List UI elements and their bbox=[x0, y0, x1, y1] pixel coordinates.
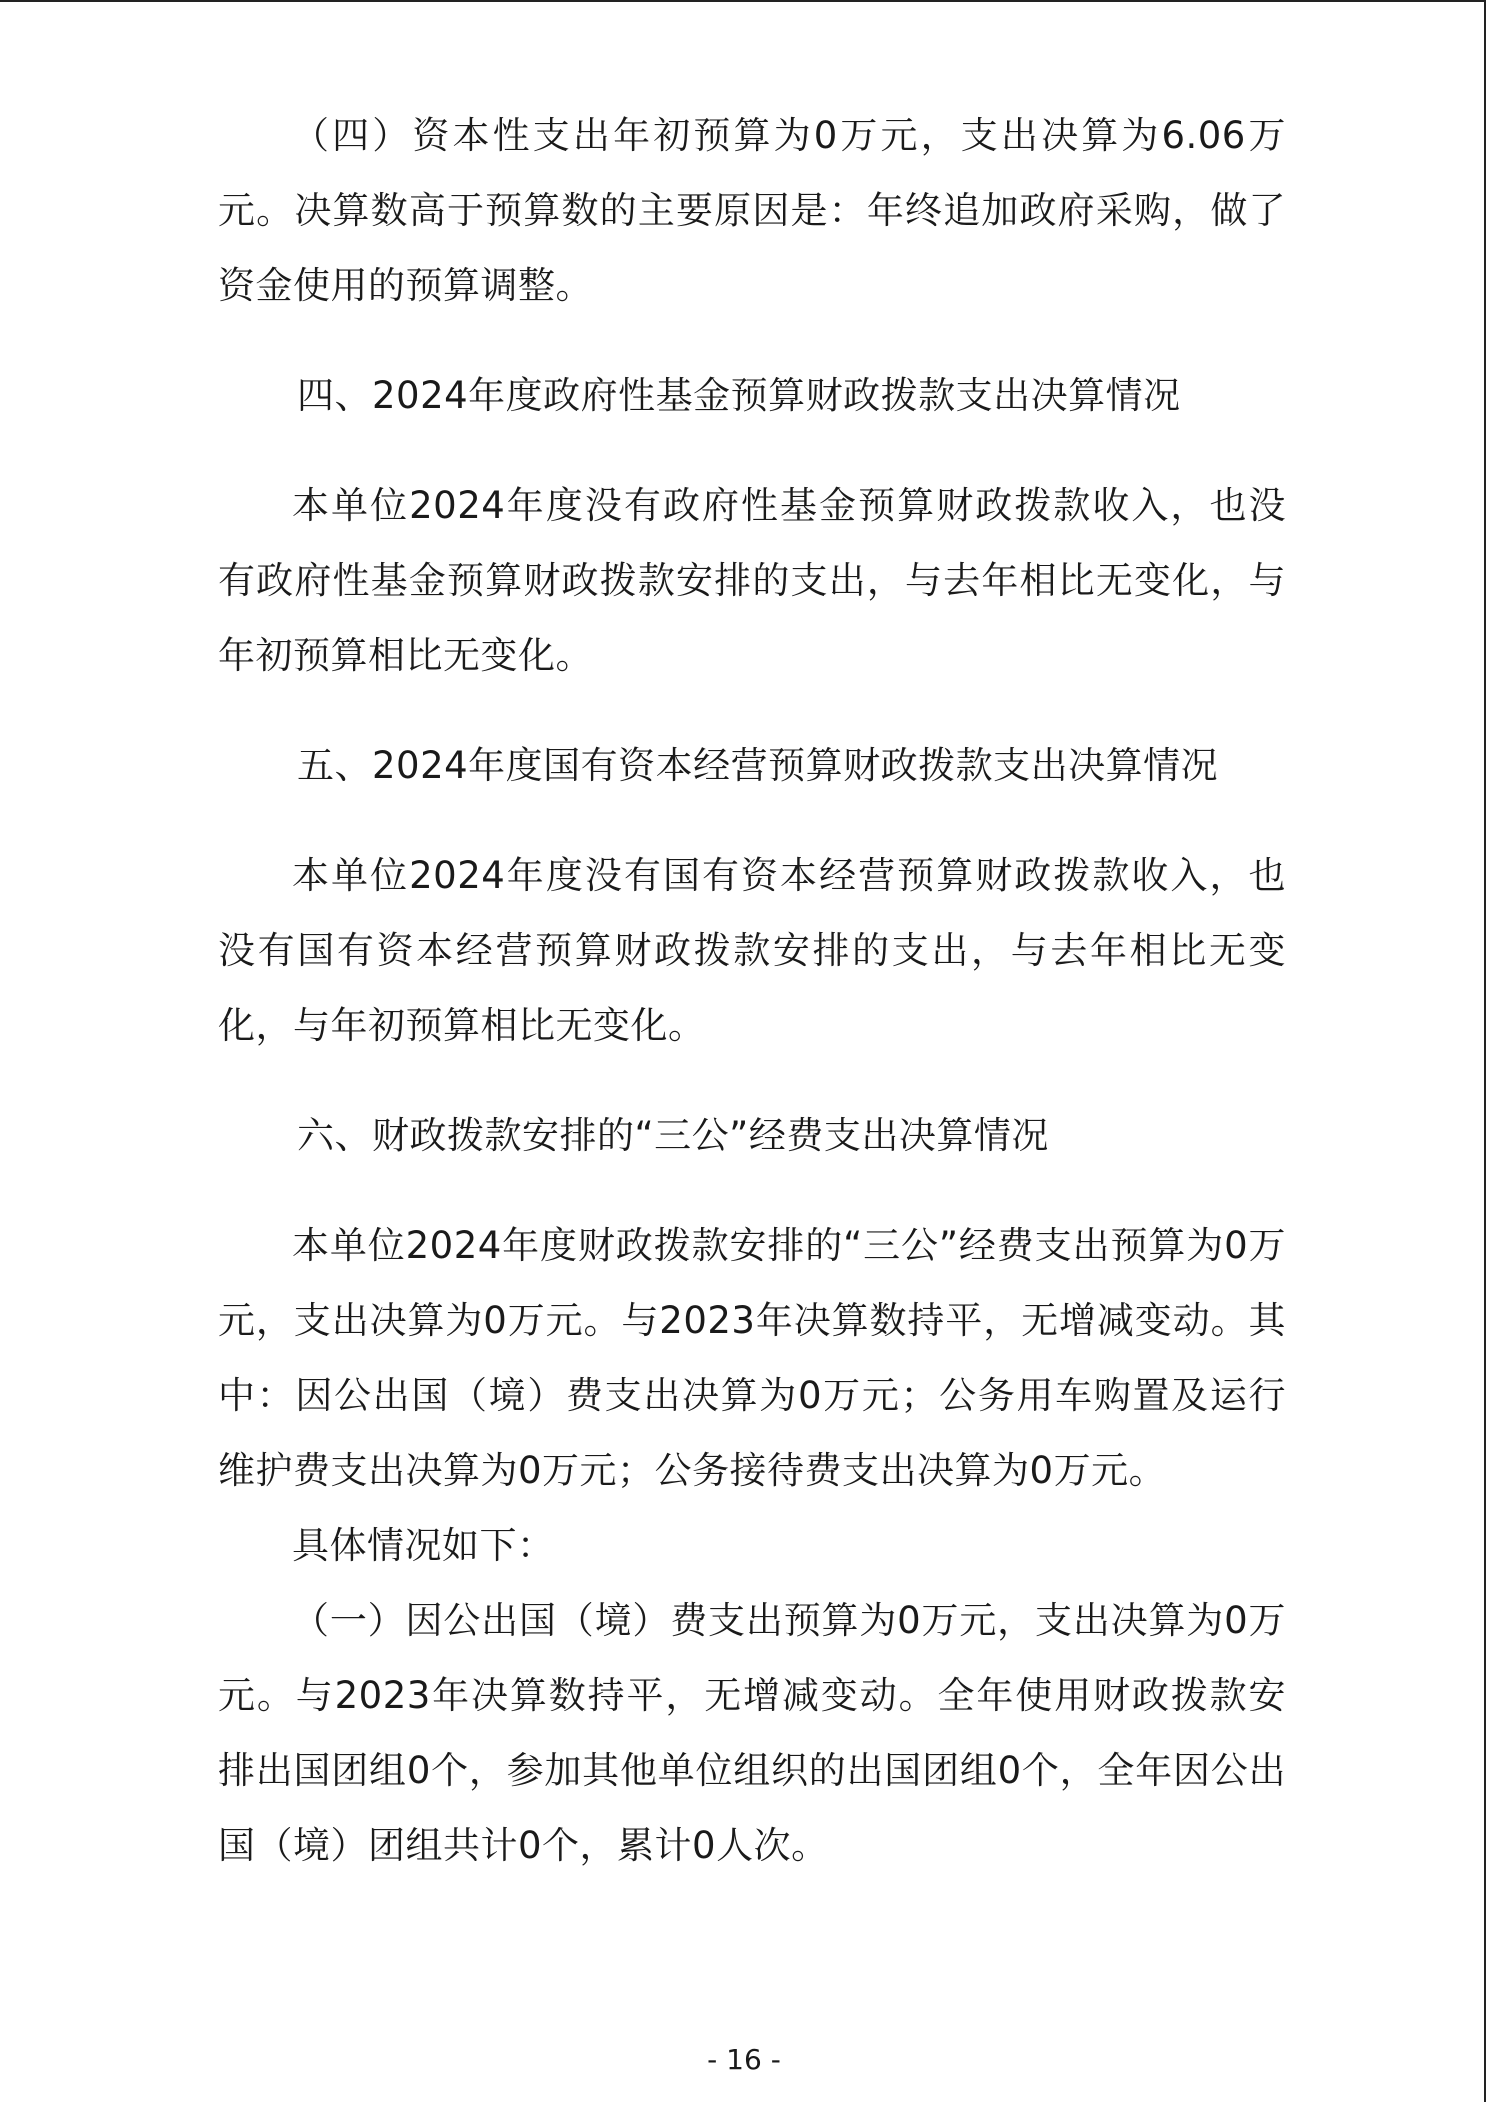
paragraph-three-public: 本单位2024年度财政拨款安排的“三公”经费支出预算为0万元，支出决算为0万元。与2023年决算数持平，无增减变动。其中：因公出国（境）费支出决算为0万元；公务用车购置及运行维护费支出决算为0万元；公务接待费支出决算为0万元。 bbox=[218, 1224, 1286, 1492]
paragraph-capital-expenditure: （四）资本性支出年初预算为0万元，支出决算为6.06万元。决算数高于预算数的主要原因是：年终追加政府采购，做了资金使用的预算调整。 bbox=[218, 114, 1286, 307]
page-number: - 16 - bbox=[707, 2043, 781, 2076]
document-body bbox=[218, 98, 1286, 1883]
section-heading-three-public: 六、财政拨款安排的“三公”经费支出决算情况 bbox=[297, 1114, 1049, 1157]
paragraph-gov-fund: 本单位2024年度没有政府性基金预算财政拨款收入，也没有政府性基金预算财政拨款安排的支出，与去年相比无变化，与年初预算相比无变化。 bbox=[218, 484, 1286, 677]
paragraph-state-capital: 本单位2024年度没有国有资本经营预算财政拨款收入，也没有国有资本经营预算财政拨款安排的支出，与去年相比无变化，与年初预算相比无变化。 bbox=[218, 854, 1286, 1047]
section-heading-state-capital: 五、2024年度国有资本经营预算财政拨款支出决算情况 bbox=[297, 744, 1219, 787]
paragraph-abroad-expenses: （一）因公出国（境）费支出预算为0万元，支出决算为0万元。与2023年决算数持平，无增减变动。全年使用财政拨款安排出国团组0个，参加其他单位组织的出国团组0个，全年因公出国（境）团组共计0个，累计0人次。 bbox=[218, 1599, 1286, 1867]
section-heading-gov-fund: 四、2024年度政府性基金预算财政拨款支出决算情况 bbox=[297, 374, 1181, 417]
paragraph-details-intro: 具体情况如下： bbox=[292, 1524, 555, 1567]
